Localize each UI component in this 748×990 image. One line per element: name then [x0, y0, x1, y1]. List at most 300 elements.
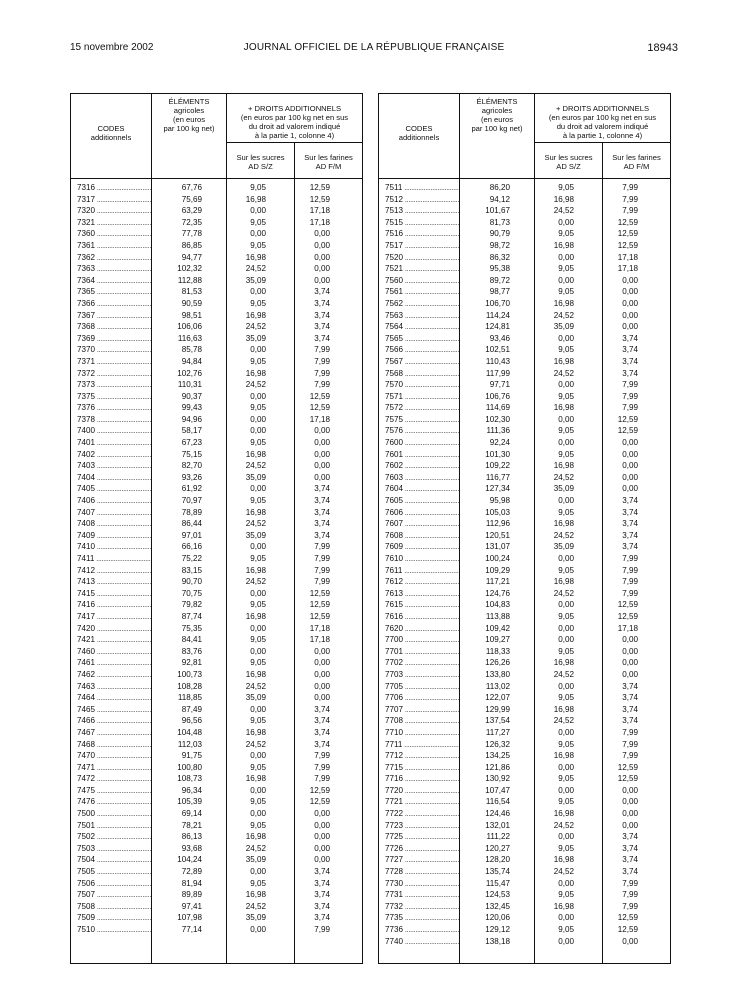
table-row	[71, 252, 362, 264]
elements-cell: 92,24	[489, 438, 510, 448]
sucres-cell: 0,00	[250, 229, 266, 239]
elements-cell: 113,88	[485, 611, 510, 621]
table-row	[71, 240, 362, 252]
sucres-cell: 35,09	[553, 484, 574, 494]
farines-cell: 12,59	[617, 762, 638, 772]
elements-cell: 91,75	[181, 751, 202, 761]
sucres-cell: 0,00	[250, 588, 266, 598]
sucres-cell: 9,05	[558, 646, 574, 656]
sucres-cell: 16,98	[245, 669, 266, 679]
table-row	[71, 263, 362, 275]
farines-cell: 0,00	[314, 646, 330, 656]
sucres-cell: 16,98	[553, 901, 574, 911]
farines-cell: 12,59	[617, 240, 638, 250]
code-cell: 7564 .....	[385, 321, 459, 333]
sucres-cell: 16,98	[553, 751, 574, 761]
sucres-cell: 9,05	[558, 890, 574, 900]
elements-cell: 83,76	[181, 646, 202, 656]
farines-cell: 7,99	[622, 194, 638, 204]
elements-cell: 110,43	[485, 356, 510, 366]
elements-cell: 97,01	[181, 530, 202, 540]
elements-cell: 92,81	[181, 658, 202, 668]
sucres-cell: 9,05	[250, 217, 266, 227]
sucres-cell: 16,98	[553, 577, 574, 587]
table-row	[71, 437, 362, 449]
farines-cell: 7,99	[622, 206, 638, 216]
farines-cell: 3,74	[314, 901, 330, 911]
sucres-cell: 9,05	[250, 496, 266, 506]
table-row	[379, 912, 670, 924]
elements-cell: 101,67	[485, 206, 510, 216]
elements-cell: 138,18	[485, 936, 510, 946]
table-row	[379, 843, 670, 855]
farines-cell: 0,00	[314, 820, 330, 830]
farines-cell: 3,74	[622, 704, 638, 714]
table-row	[379, 530, 670, 542]
code-cell: 7566 .....	[385, 344, 459, 356]
farines-cell: 12,59	[617, 925, 638, 934]
farines-cell: 3,74	[314, 913, 330, 923]
elements-cell: 102,32	[177, 264, 202, 274]
elements-cell: 124,81	[485, 322, 510, 332]
sucres-cell: 9,05	[558, 693, 574, 703]
farines-cell: 3,74	[622, 356, 638, 366]
table-row	[379, 866, 670, 878]
sucres-cell: 24,52	[245, 322, 266, 332]
sucres-cell: 9,05	[250, 797, 266, 807]
code-cell: 7467 .....	[77, 727, 151, 739]
code-cell: 7417 .....	[77, 611, 151, 623]
elements-cell: 66,16	[181, 542, 202, 552]
farines-cell: 3,74	[314, 496, 330, 506]
farines-cell: 3,74	[314, 890, 330, 900]
header-sucres: Sur les sucres AD S/Z	[236, 153, 285, 171]
table-row	[71, 507, 362, 519]
farines-cell: 3,74	[622, 333, 638, 343]
code-cell: 7727 .....	[385, 854, 459, 866]
code-cell: 7726 .....	[385, 843, 459, 855]
table-row	[379, 808, 670, 820]
sucres-cell: 9,05	[558, 565, 574, 575]
header-farines: Sur les farines AD F/M	[304, 153, 353, 171]
sucres-cell: 0,00	[558, 913, 574, 923]
table-row	[379, 646, 670, 658]
table-row	[71, 368, 362, 380]
farines-cell: 7,99	[314, 368, 330, 378]
sucres-cell: 16,98	[245, 507, 266, 517]
farines-cell: 0,00	[314, 669, 330, 679]
table-row	[71, 194, 362, 206]
farines-cell: 3,74	[622, 867, 638, 877]
table-row	[379, 472, 670, 484]
sucres-cell: 16,98	[245, 310, 266, 320]
table-row	[379, 599, 670, 611]
farines-cell: 0,00	[622, 449, 638, 459]
elements-cell: 87,74	[181, 611, 202, 621]
elements-cell: 105,39	[177, 797, 202, 807]
table-body	[379, 182, 670, 947]
sucres-cell: 35,09	[245, 693, 266, 703]
sucres-cell: 24,52	[553, 368, 574, 378]
table-row	[71, 820, 362, 832]
table-row	[71, 762, 362, 774]
code-cell: 7505 .....	[77, 866, 151, 878]
code-cell: 7732 .....	[385, 901, 459, 913]
farines-cell: 3,74	[314, 484, 330, 494]
elements-cell: 98,72	[489, 240, 510, 250]
table-row	[71, 704, 362, 716]
farines-cell: 7,99	[314, 925, 330, 934]
table-row	[71, 727, 362, 739]
code-cell: 7606 .....	[385, 507, 459, 519]
code-cell: 7712 .....	[385, 750, 459, 762]
sucres-cell: 0,00	[558, 600, 574, 610]
elements-cell: 94,84	[181, 356, 202, 366]
sucres-cell: 16,98	[553, 658, 574, 668]
table-row	[71, 739, 362, 751]
code-cell: 7707 .....	[385, 704, 459, 716]
farines-cell: 7,99	[314, 345, 330, 355]
table-row	[379, 541, 670, 553]
elements-cell: 104,83	[485, 600, 510, 610]
elements-cell: 135,74	[485, 867, 510, 877]
sucres-cell: 35,09	[245, 855, 266, 865]
elements-cell: 93,26	[181, 472, 202, 482]
farines-cell: 3,74	[314, 727, 330, 737]
farines-cell: 12,59	[617, 229, 638, 239]
elements-cell: 67,23	[181, 438, 202, 448]
elements-cell: 129,99	[485, 704, 510, 714]
table-row	[379, 379, 670, 391]
farines-cell: 7,99	[622, 380, 638, 390]
sucres-cell: 16,98	[553, 240, 574, 250]
farines-cell: 7,99	[314, 554, 330, 563]
table-row	[71, 460, 362, 472]
farines-cell: 0,00	[314, 449, 330, 459]
page-header	[70, 42, 678, 58]
sucres-cell: 0,00	[558, 333, 574, 343]
code-cell: 7576 .....	[385, 425, 459, 437]
code-cell: 7561 .....	[385, 286, 459, 298]
table-row	[379, 414, 670, 426]
elements-cell: 128,20	[485, 855, 510, 865]
sucres-cell: 16,98	[553, 704, 574, 714]
code-cell: 7372 .....	[77, 368, 151, 380]
farines-cell: 17,18	[617, 264, 638, 274]
header-farines: Sur les farines AD F/M	[612, 153, 661, 171]
sucres-cell: 0,00	[250, 206, 266, 216]
sucres-cell: 24,52	[245, 519, 266, 529]
elements-cell: 124,46	[485, 809, 510, 819]
code-cell: 7600 .....	[385, 437, 459, 449]
code-cell: 7510 .....	[77, 924, 151, 936]
header-droits: + DROITS ADDITIONNELS (en euros par 100 kg net en sus du droit ad valorem indiqué à la partie 1, colonne 4)	[548, 104, 657, 140]
elements-cell: 90,37	[181, 391, 202, 401]
elements-cell: 70,97	[181, 496, 202, 506]
elements-cell: 102,30	[485, 414, 510, 424]
farines-cell: 7,99	[314, 542, 330, 552]
farines-cell: 0,00	[622, 820, 638, 830]
sucres-cell: 24,52	[245, 901, 266, 911]
table-row	[379, 263, 670, 275]
sucres-cell: 24,52	[245, 461, 266, 471]
sucres-cell: 9,05	[250, 183, 266, 192]
header-elements: ÉLÉMENTS agricoles (en euros par 100 kg net)	[163, 97, 215, 133]
code-cell: 7370 .....	[77, 344, 151, 356]
code-cell: 7616 .....	[385, 611, 459, 623]
sucres-cell: 16,98	[245, 727, 266, 737]
elements-cell: 108,28	[177, 681, 202, 691]
table-row	[71, 692, 362, 704]
farines-cell: 0,00	[622, 461, 638, 471]
farines-cell: 3,74	[622, 530, 638, 540]
table-row	[71, 310, 362, 322]
elements-cell: 116,63	[177, 333, 202, 343]
table-row	[71, 889, 362, 901]
table-row	[71, 912, 362, 924]
code-cell: 7421 .....	[77, 634, 151, 646]
farines-cell: 0,00	[314, 843, 330, 853]
table-row	[71, 275, 362, 287]
farines-cell: 3,74	[314, 704, 330, 714]
code-cell: 7568 .....	[385, 368, 459, 380]
table-row	[379, 773, 670, 785]
code-cell: 7511 .....	[385, 182, 459, 194]
table-row	[71, 228, 362, 240]
sucres-cell: 9,05	[558, 345, 574, 355]
code-cell: 7721 .....	[385, 796, 459, 808]
sucres-cell: 0,00	[250, 414, 266, 424]
code-cell: 7371 .....	[77, 356, 151, 368]
farines-cell: 0,00	[622, 287, 638, 297]
table-row	[379, 483, 670, 495]
elements-cell: 98,51	[181, 310, 202, 320]
elements-cell: 78,89	[181, 507, 202, 517]
sucres-cell: 16,98	[553, 298, 574, 308]
sucres-cell: 35,09	[245, 913, 266, 923]
sucres-cell: 35,09	[553, 322, 574, 332]
elements-cell: 101,30	[485, 449, 510, 459]
farines-cell: 3,74	[622, 345, 638, 355]
code-cell: 7572 .....	[385, 402, 459, 414]
farines-cell: 0,00	[622, 646, 638, 656]
sucres-cell: 16,98	[245, 368, 266, 378]
elements-cell: 117,27	[485, 727, 510, 737]
farines-cell: 3,74	[622, 855, 638, 865]
code-cell: 7517 .....	[385, 240, 459, 252]
elements-cell: 95,38	[489, 264, 510, 274]
table-row	[379, 437, 670, 449]
table-row	[379, 298, 670, 310]
elements-cell: 104,24	[177, 855, 202, 865]
sucres-cell: 0,00	[558, 554, 574, 563]
farines-cell: 3,74	[314, 716, 330, 726]
elements-cell: 121,86	[485, 762, 510, 772]
farines-cell: 12,59	[309, 391, 330, 401]
farines-cell: 0,00	[314, 426, 330, 436]
farines-cell: 0,00	[314, 264, 330, 274]
table-row	[379, 402, 670, 414]
table-row	[71, 623, 362, 635]
table-row	[71, 205, 362, 217]
table-row	[71, 843, 362, 855]
table-row	[379, 425, 670, 437]
sucres-cell: 0,00	[558, 438, 574, 448]
code-cell: 7575 .....	[385, 414, 459, 426]
sucres-cell: 0,00	[558, 785, 574, 795]
header-sucres: Sur les sucres AD S/Z	[544, 153, 593, 171]
code-cell: 7516 .....	[385, 228, 459, 240]
code-cell: 7460 .....	[77, 646, 151, 658]
tariff-table-left	[70, 93, 363, 964]
table-row	[379, 901, 670, 913]
sucres-cell: 0,00	[558, 496, 574, 506]
sucres-cell: 9,05	[558, 507, 574, 517]
code-cell: 7401 .....	[77, 437, 151, 449]
table-body	[71, 182, 362, 936]
table-row	[379, 669, 670, 681]
farines-cell: 3,74	[622, 693, 638, 703]
farines-cell: 3,74	[314, 867, 330, 877]
table-row	[71, 541, 362, 553]
sucres-cell: 0,00	[250, 867, 266, 877]
farines-cell: 0,00	[622, 438, 638, 448]
farines-cell: 3,74	[314, 739, 330, 749]
table-row	[71, 530, 362, 542]
sucres-cell: 35,09	[245, 333, 266, 343]
code-cell: 7603 .....	[385, 472, 459, 484]
sucres-cell: 9,05	[558, 391, 574, 401]
elements-cell: 133,80	[485, 669, 510, 679]
sucres-cell: 24,52	[553, 530, 574, 540]
sucres-cell: 24,52	[553, 820, 574, 830]
elements-cell: 114,24	[485, 310, 510, 320]
elements-cell: 77,14	[181, 925, 202, 934]
farines-cell: 0,00	[622, 322, 638, 332]
farines-cell: 0,00	[622, 298, 638, 308]
elements-cell: 112,96	[485, 519, 510, 529]
elements-cell: 116,54	[485, 797, 510, 807]
sucres-cell: 0,00	[558, 252, 574, 262]
elements-cell: 86,13	[181, 832, 202, 842]
elements-cell: 107,47	[485, 785, 510, 795]
sucres-cell: 0,00	[250, 391, 266, 401]
code-cell: 7725 .....	[385, 831, 459, 843]
table-row	[379, 356, 670, 368]
farines-cell: 3,74	[314, 878, 330, 888]
sucres-cell: 9,05	[250, 878, 266, 888]
sucres-cell: 9,05	[558, 774, 574, 784]
table-row	[71, 866, 362, 878]
elements-cell: 102,51	[485, 345, 510, 355]
farines-cell: 7,99	[622, 565, 638, 575]
code-cell: 7502 .....	[77, 831, 151, 843]
code-cell: 7715 .....	[385, 762, 459, 774]
code-cell: 7515 .....	[385, 217, 459, 229]
code-cell: 7402 .....	[77, 449, 151, 461]
elements-cell: 86,85	[181, 240, 202, 250]
code-cell: 7720 .....	[385, 785, 459, 797]
farines-cell: 0,00	[314, 229, 330, 239]
farines-cell: 12,59	[309, 785, 330, 795]
sucres-cell: 24,52	[245, 380, 266, 390]
code-cell: 7403 .....	[77, 460, 151, 472]
code-cell: 7375 .....	[77, 391, 151, 403]
code-cell: 7509 .....	[77, 912, 151, 924]
farines-cell: 3,74	[314, 298, 330, 308]
table-row	[71, 402, 362, 414]
code-cell: 7512 .....	[385, 194, 459, 206]
sucres-cell: 16,98	[553, 403, 574, 413]
code-cell: 7501 .....	[77, 820, 151, 832]
table-row	[379, 657, 670, 669]
table-row	[71, 425, 362, 437]
elements-cell: 132,01	[485, 820, 510, 830]
farines-cell: 0,00	[314, 252, 330, 262]
sucres-cell: 9,05	[558, 611, 574, 621]
sucres-cell: 9,05	[250, 762, 266, 772]
elements-cell: 122,07	[485, 693, 510, 703]
farines-cell: 0,00	[314, 855, 330, 865]
farines-cell: 7,99	[622, 727, 638, 737]
sucres-cell: 9,05	[558, 183, 574, 192]
table-row	[379, 889, 670, 901]
code-cell: 7571 .....	[385, 391, 459, 403]
sucres-cell: 24,52	[553, 867, 574, 877]
table-row	[71, 796, 362, 808]
table-row	[379, 194, 670, 206]
table-row	[379, 715, 670, 727]
elements-cell: 130,92	[485, 774, 510, 784]
farines-cell: 3,74	[314, 507, 330, 517]
elements-cell: 89,72	[489, 275, 510, 285]
sucres-cell: 16,98	[245, 611, 266, 621]
code-cell: 7461 .....	[77, 657, 151, 669]
code-cell: 7504 .....	[77, 854, 151, 866]
elements-cell: 126,32	[485, 739, 510, 749]
table-row	[71, 715, 362, 727]
elements-cell: 111,36	[486, 426, 510, 436]
elements-cell: 110,31	[177, 380, 202, 390]
code-cell: 7408 .....	[77, 518, 151, 530]
table-row	[379, 924, 670, 936]
table-row	[71, 588, 362, 600]
table-row	[71, 472, 362, 484]
code-cell: 7466 .....	[77, 715, 151, 727]
sucres-cell: 9,05	[250, 356, 266, 366]
code-cell: 7735 .....	[385, 912, 459, 924]
table-row	[71, 924, 362, 936]
sucres-cell: 9,05	[558, 287, 574, 297]
table-row	[71, 681, 362, 693]
table-row	[379, 681, 670, 693]
code-cell: 7415 .....	[77, 588, 151, 600]
table-row	[379, 576, 670, 588]
code-cell: 7521 .....	[385, 263, 459, 275]
farines-cell: 3,74	[622, 681, 638, 691]
code-cell: 7565 .....	[385, 333, 459, 345]
elements-cell: 69,14	[181, 809, 202, 819]
elements-cell: 106,06	[177, 322, 202, 332]
farines-cell: 3,74	[314, 310, 330, 320]
code-cell: 7366 .....	[77, 298, 151, 310]
code-cell: 7462 .....	[77, 669, 151, 681]
farines-cell: 0,00	[622, 797, 638, 807]
farines-cell: 0,00	[314, 681, 330, 691]
table-row	[71, 773, 362, 785]
sucres-cell: 24,52	[553, 206, 574, 216]
table-row	[379, 692, 670, 704]
